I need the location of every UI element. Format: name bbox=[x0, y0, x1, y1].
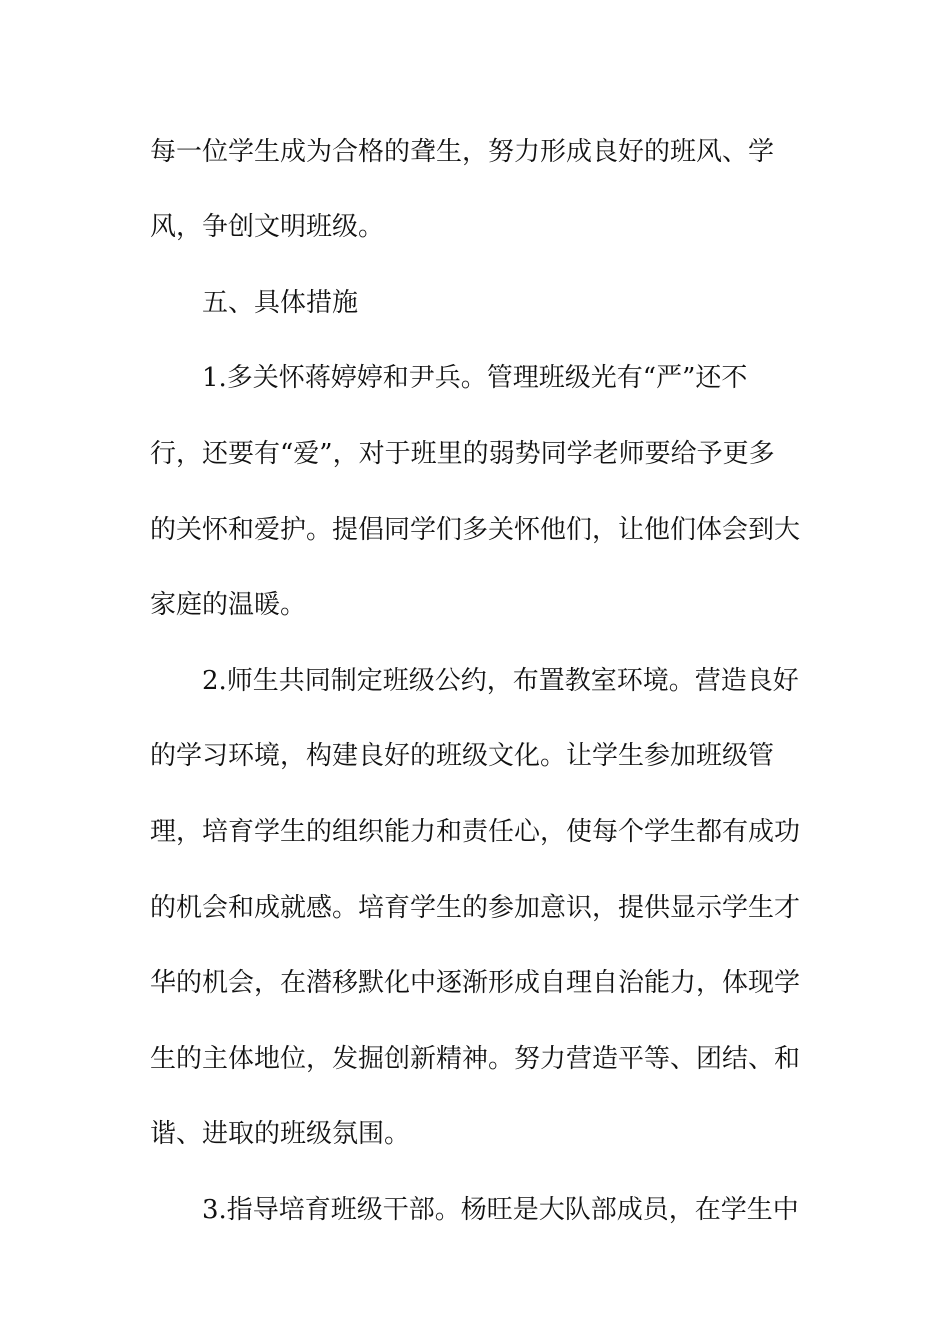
text-line: 的关怀和爱护。提倡同学们多关怀他们，让他们体会到大 bbox=[150, 515, 801, 545]
text-line: 的机会和成就感。培育学生的参加意识，提供显示学生才 bbox=[150, 893, 801, 923]
section-heading: 五、具体措施 bbox=[202, 288, 359, 318]
text-line: 3.指导培育班级干部。杨旺是大队部成员，在学生中 bbox=[202, 1195, 799, 1225]
text-line: 行，还要有“爱”，对于班里的弱势同学老师要给予更多 bbox=[150, 439, 775, 469]
text-line: 2.师生共同制定班级公约，布置教室环境。营造良好 bbox=[202, 666, 799, 696]
text-line: 华的机会，在潜移默化中逐渐形成自理自治能力，体现学 bbox=[150, 968, 801, 998]
text-line: 每一位学生成为合格的聋生，努力形成良好的班风、学 bbox=[150, 137, 775, 167]
text-line: 谐、进取的班级氛围。 bbox=[150, 1119, 411, 1149]
text-line: 风，争创文明班级。 bbox=[150, 212, 385, 242]
text-line: 的学习环境，构建良好的班级文化。让学生参加班级管 bbox=[150, 741, 775, 771]
text-line: 1.多关怀蒋婷婷和尹兵。管理班级光有“严”还不 bbox=[202, 363, 748, 393]
text-line: 家庭的温暖。 bbox=[150, 590, 307, 620]
text-line: 生的主体地位，发掘创新精神。努力营造平等、团结、和 bbox=[150, 1044, 801, 1074]
text-line: 理，培育学生的组织能力和责任心，使每个学生都有成功 bbox=[150, 817, 801, 847]
